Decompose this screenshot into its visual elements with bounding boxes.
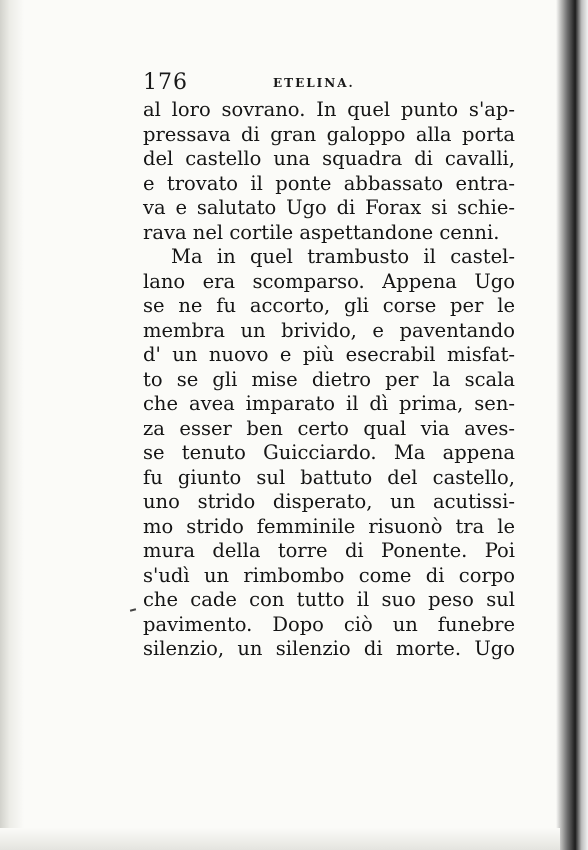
text-line: pressava di gran galoppo alla porta — [143, 122, 515, 146]
page-number: 176 — [143, 70, 188, 95]
running-title: ETELINA. — [273, 76, 355, 90]
body-text — [143, 98, 515, 662]
text-line: che avea imparato il dì prima, sen- — [143, 392, 515, 415]
page-right-edge-shadow — [556, 0, 588, 850]
text-line: silenzio, un silenzio di morte. Ugo — [143, 637, 515, 660]
text-line: se ne fu accorto, gli corse per le — [143, 294, 515, 317]
text-line: pavimento. Dopo ciò un funebre — [143, 612, 515, 636]
text-line: lano era scomparso. Appena Ugo — [143, 269, 515, 293]
text-line: mo strido femminile risuonò tra le — [143, 514, 515, 538]
text-line: membra un brivido, e paventando — [143, 318, 515, 342]
text-line: za esser ben certo qual via aves- — [143, 416, 515, 440]
page-binding-edge — [0, 0, 24, 850]
text-line: del castello una squadra di cavalli, — [143, 147, 515, 170]
text-line: se tenuto Guicciardo. Ma appena — [143, 441, 515, 464]
text-line: rava nel cortile aspettandone cenni. — [143, 220, 500, 244]
text-line: fu giunto sul battuto del castello, — [143, 465, 515, 489]
running-head — [143, 70, 513, 96]
text-line: to se gli mise dietro per la scala — [143, 367, 515, 391]
text-line: va e salutato Ugo di Forax si schie- — [143, 196, 515, 219]
text-line: d' un nuovo e più esecrabil misfat- — [143, 343, 515, 366]
paragraph-start-line: Ma in quel trambusto il castel- — [171, 245, 515, 268]
text-line: mura della torre di Ponente. Poi — [143, 539, 515, 562]
text-line: che cade con tutto il suo peso sul — [143, 588, 515, 611]
scan-mark — [130, 608, 136, 611]
text-line: al loro sovrano. In quel punto s'ap- — [143, 98, 515, 121]
page-bottom-shade — [0, 828, 560, 850]
text-line: uno strido disperato, un acutissi- — [143, 490, 515, 513]
text-line: s'udì un rimbombo come di corpo — [143, 563, 515, 587]
text-line: e trovato il ponte abbassato entra- — [143, 171, 515, 195]
